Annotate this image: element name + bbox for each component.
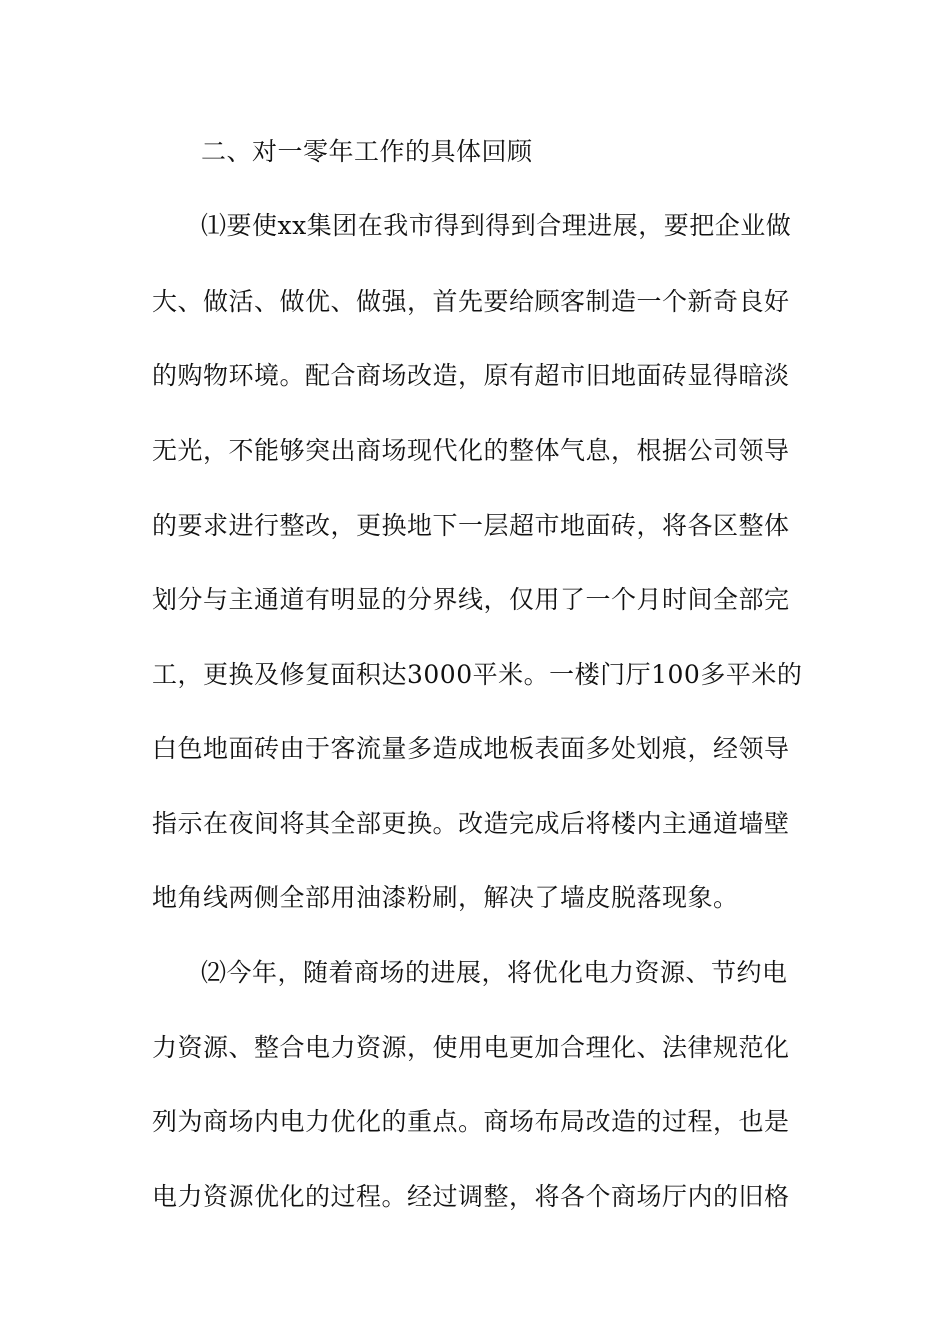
paragraph-line: 工，更换及修复面积达3000平米。一楼门厅100多平米的 [152,660,803,689]
paragraph-line: 大、做活、做优、做强，首先要给顾客制造一个新奇良好 [152,287,790,316]
paragraph-line: 的要求进行整改，更换地下一层超市地面砖，将各区整体 [152,511,790,540]
paragraph-line: ⑴要使xx集团在我市得到得到合理进展，要把企业做 [201,211,792,240]
paragraph-line: 白色地面砖由于客流量多造成地板表面多处划痕，经领导 [152,734,790,763]
paragraph-line: 无光，不能够突出商场现代化的整体气息，根据公司领导 [152,436,790,465]
paragraph-line: 力资源、整合电力资源，使用电更加合理化、法律规范化 [152,1033,790,1062]
paragraph-line: 列为商场内电力优化的重点。商场布局改造的过程，也是 [152,1107,790,1136]
paragraph-line: 地角线两侧全部用油漆粉刷，解决了墙皮脱落现象。 [152,883,739,912]
paragraph-line: 的购物环境。配合商场改造，原有超市旧地面砖显得暗淡 [152,361,790,390]
section-heading: 二、对一零年工作的具体回顾 [201,137,533,166]
paragraph-line: 划分与主通道有明显的分界线，仅用了一个月时间全部完 [152,585,790,614]
paragraph-line: ⑵今年，随着商场的进展，将优化电力资源、节约电 [201,958,788,987]
paragraph-line: 电力资源优化的过程。经过调整，将各个商场厅内的旧格 [152,1182,790,1211]
paragraph-line: 指示在夜间将其全部更换。改造完成后将楼内主通道墙壁 [152,809,790,838]
